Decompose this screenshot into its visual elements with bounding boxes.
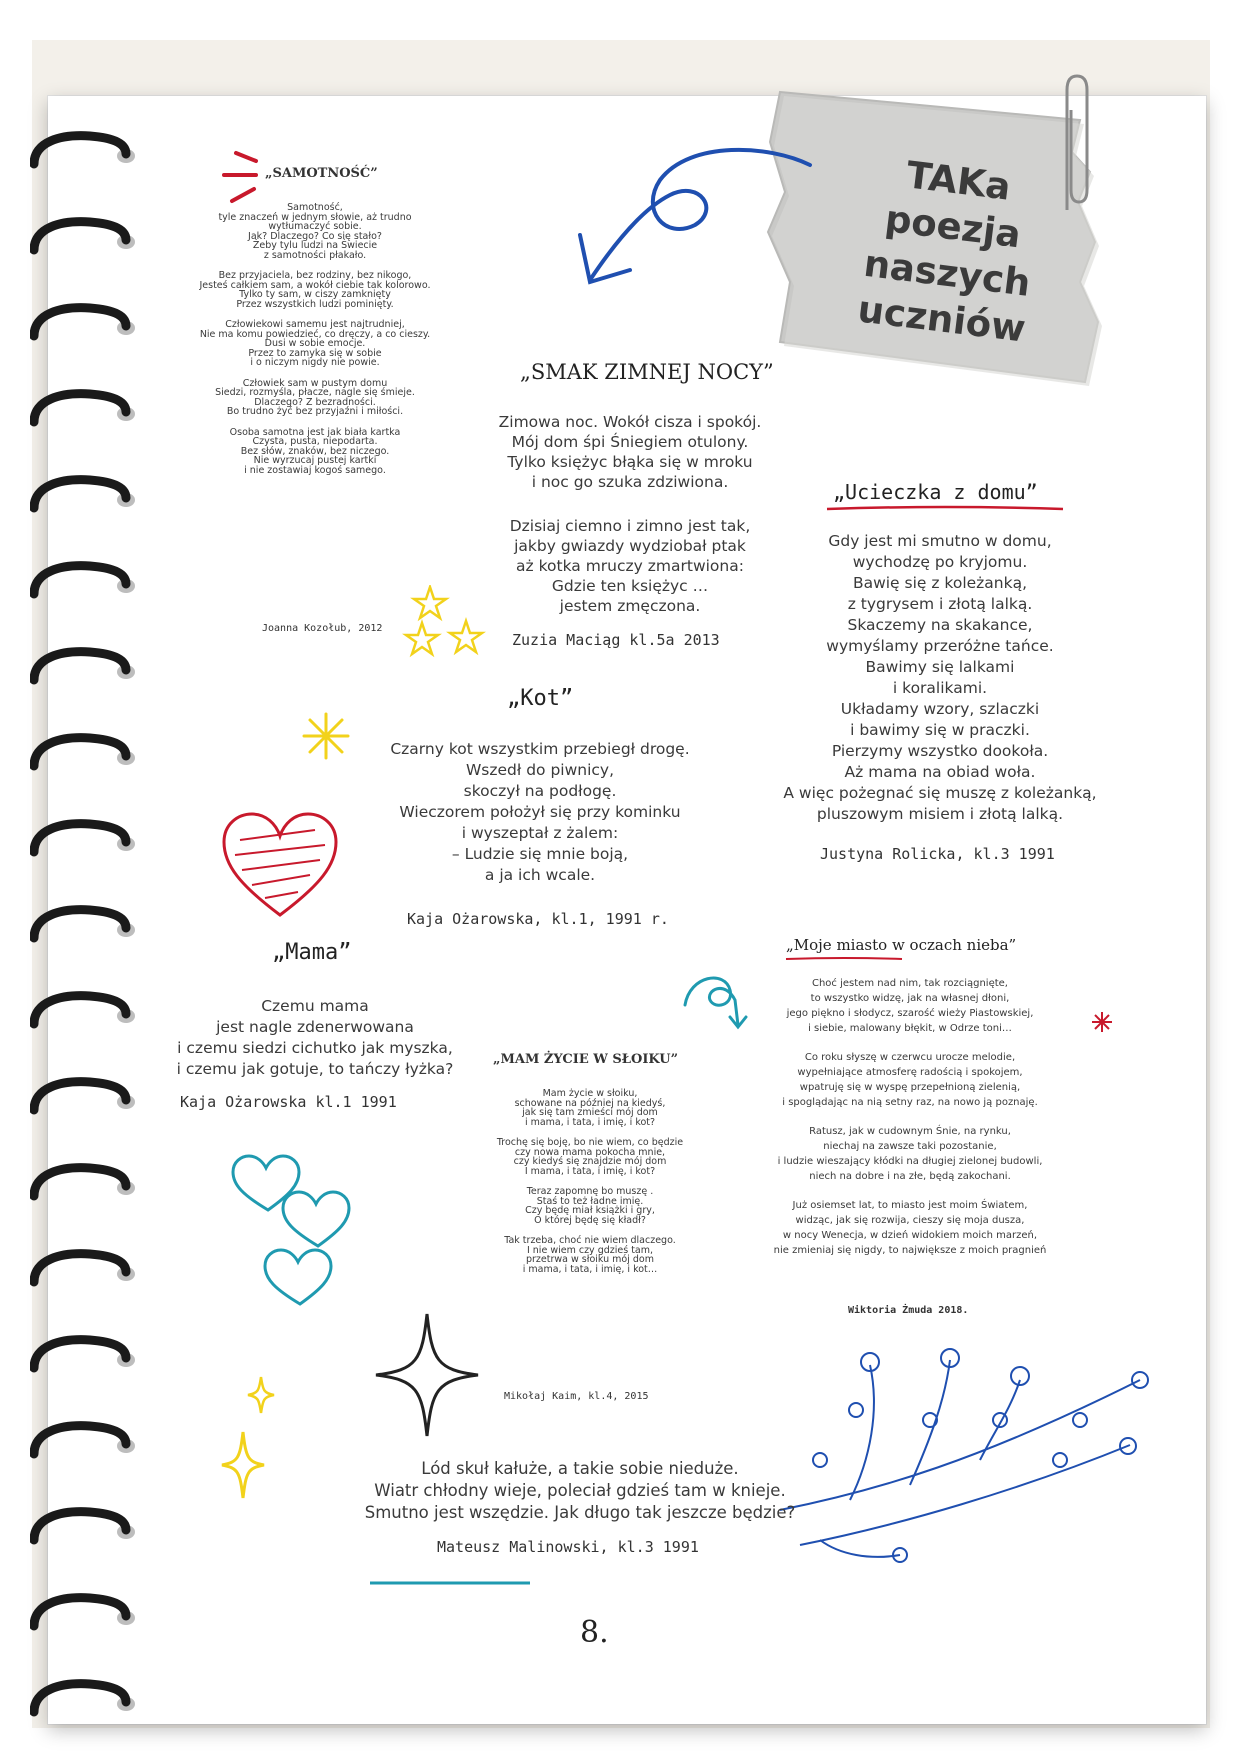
- poem-author-ucieczka: Justyna Rolicka, kl.3 1991: [820, 845, 1055, 863]
- poem-author-lod: Mateusz Malinowski, kl.3 1991: [437, 1538, 699, 1556]
- spiral-ring: [30, 1162, 140, 1206]
- poem-body-samotnosc: Samotność, tyle znaczeń w jednym słowie, aż trudno wytłumaczyć sobie. Jak? Dlaczego? Co się stało? Żeby tylu ludzi na Świecie z samotności płakało. Bez przyjaciela, bez rodziny, bez nikogo, Jesteś całkiem sam, a wokół ciebie tak kolorowo. Tylko ty sam, w ciszy zamknięty Przez wszystkich ludzi pominięty. Człowiekowi samemu jest najtrudniej, Nie ma komu powiedzieć, co dręczy, a co cieszy. Dusi w sobie emocje. Przez to zamyka się w sobie i o niczym nigdy nie powie. Człowiek sam w pustym domu Siedzi, rozmyśla, płacze, nagle się śmieje. Dlaczego? Z bezradności. Bo trudno żyć bez przyjaźni i miłości. Osoba samotna jest jak biała kartka Czysta, pusta, niepodarta. Bez słów, znaków, bez niczego. Nie wyrzucaj pustej kartki i nie zostawiaj kogoś samego.: [199, 202, 431, 476]
- title-underline: [825, 505, 1065, 513]
- poem-body-mama: Czemu mama jest nagle zdenerwowana i czemu siedzi cichutko jak myszka, i czemu jak gotuje, to tańczy łyżka?: [176, 997, 454, 1078]
- title-underline-2: [784, 956, 904, 962]
- spiral-ring: [30, 388, 140, 432]
- spiral-ring: [30, 474, 140, 518]
- sun-doodle-icon: [300, 710, 352, 762]
- spiral-ring: [30, 560, 140, 604]
- yellow-sparkle-large-icon: [220, 1430, 266, 1500]
- spiral-binding: [30, 100, 140, 1740]
- spiral-ring: [30, 1592, 140, 1636]
- poem-body-sloik: Mam życie w słoiku, schowane na później na kiedyś, jak się tam zmieści mój dom i mama, i tata, i imię, i kot? Trochę się boję, bo nie wiem, co będzie czy nowa mama pokocha mnie, czy kiedyś się znajdzie mój dom I mama, i tata, i imię, i kot? Teraz zapomnę bo muszę . Staś to też ładne imię. Czy będę miał książki i gry, O której będę się kładł? Tak trzeba, choć nie wiem dlaczego. I nie wiem czy gdzieś tam, przetrwa w słoiku mój dom i mama, i tata, i imię, i kot…: [496, 1088, 684, 1275]
- blue-flower-branch-icon: [760, 1340, 1150, 1570]
- spiral-ring: [30, 1248, 140, 1292]
- poem-title-mama: „Mama”: [272, 940, 352, 965]
- teal-hearts-icon: [220, 1150, 360, 1310]
- poem-title-smak: „SMAK ZIMNEJ NOCY”: [520, 360, 774, 384]
- page-number: 8.: [580, 1615, 609, 1650]
- black-sparkle-icon: [372, 1310, 482, 1440]
- poem-title-ucieczka: „Ucieczka z domu”: [833, 480, 1038, 504]
- poem-title-samotnosc: „SAMOTNOŚĆ”: [265, 166, 378, 181]
- spiral-ring: [30, 904, 140, 948]
- spiral-ring: [30, 1678, 140, 1722]
- spiral-ring: [30, 1334, 140, 1378]
- poem-body-miasto: Choć jestem nad nim, tak rozciągnięte, to wszystko widzę, jak na własnej dłoni, jego piękno i słodycz, szarość wieży Piastowskiej, i siebie, malowany błękit, w Odrze toni… Co roku słyszę w czerwcu urocze melodie, wypełniające atmosferę radością i spokojem, wpatruję się w wyspę przepełnioną zielenią, i spoglądając na nią setny raz, na nowo ją poznaję. Ratusz, jak w cudownym Śnie, na rynku, niechaj na zawsze taki pozostanie, i ludzie wieszający kłódki na długiej zielonej budowli, niech na dobre i na złe, będą zakochani. Już osiemset lat, to miasto jest moim Światem, widząc, jak się rozwija, cieszy się moja dusza, w nocy Wenecja, w dzień widokiem moich marzeń, nie zmieniaj się nigdy, to największe z moich pragnień: [773, 978, 1047, 1256]
- poem-author-miasto: Wiktoria Żmuda 2018.: [848, 1305, 969, 1316]
- spiral-ring: [30, 302, 140, 346]
- poem-title-sloik: „MAM ŻYCIE W SŁOIKU”: [493, 1052, 679, 1067]
- spiral-ring: [30, 646, 140, 690]
- spiral-ring: [30, 732, 140, 776]
- spiral-ring: [30, 1076, 140, 1120]
- poem-body-kot: Czarny kot wszystkim przebiegł drogę. Wszedł do piwnicy, skoczył na podłogę. Wieczorem położył się przy kominku i wyszeptał z żalem: – Ludzie się mnie boją, a ja ich wcale.: [390, 740, 690, 884]
- poem-body-lod: Lód skuł kałuże, a takie sobie nieduże. Wiatr chłodny wieje, poleciał gdzieś tam w knieje. Smutno jest wszędzie. Jak długo tak jeszcze będzie?: [364, 1459, 796, 1522]
- spiral-ring: [30, 130, 140, 174]
- poem-author-kot: Kaja Ożarowska, kl.1, 1991 r.: [407, 910, 669, 928]
- poem-title-kot: „Kot”: [507, 686, 574, 711]
- poem-author-mama: Kaja Ożarowska kl.1 1991: [180, 1093, 397, 1111]
- yellow-sparkle-small-icon: [246, 1375, 276, 1415]
- spiral-ring: [30, 990, 140, 1034]
- poem-author-sloik: Mikołaj Kaim, kl.4, 2015: [504, 1391, 649, 1402]
- red-heart-icon: [220, 810, 340, 920]
- tag-title: TAKa poezja naszych uczniów: [855, 153, 1033, 351]
- spiral-ring: [30, 818, 140, 862]
- poem-author-smak: Zuzia Maciąg kl.5a 2013: [512, 631, 720, 649]
- poem-author-samotnosc: Joanna Kozołub, 2012: [262, 623, 383, 634]
- curved-arrow-icon: [570, 140, 820, 300]
- poem-body-smak: Zimowa noc. Wokół cisza i spokój. Mój dom śpi Śniegiem otulony. Tylko księżyc błąka się w mroku i noc go szuka zdziwiona. Dzisiaj ciemno i zimno jest tak, jakby gwiazdy wydziobał ptak aż kotka mruczy zmartwiona: Gdzie ten księżyc … jestem zmęczona.: [498, 413, 762, 615]
- poem-body-ucieczka: Gdy jest mi smutno w domu, wychodzę po kryjomu. Bawię się z koleżanką, z tygrysem i złotą lalką. Skaczemy na skakance, wymyślamy przeróżne tańce. Bawimy się lalkami i koralikami. Układamy wzory, szlaczki i bawimy się w praczki. Pierzymy wszystko dookoła. Aż mama na obiad woła. A więc pożegnać się muszę z koleżanką, pluszowym misiem i złotą lalką.: [783, 532, 1097, 823]
- red-asterisk-icon: [1090, 1010, 1114, 1034]
- spiral-ring: [30, 1506, 140, 1550]
- teal-underline: [370, 1580, 530, 1586]
- poem-title-miasto: „Moje miasto w oczach nieba”: [786, 936, 1017, 954]
- spiral-ring: [30, 1420, 140, 1464]
- spiral-ring: [30, 216, 140, 260]
